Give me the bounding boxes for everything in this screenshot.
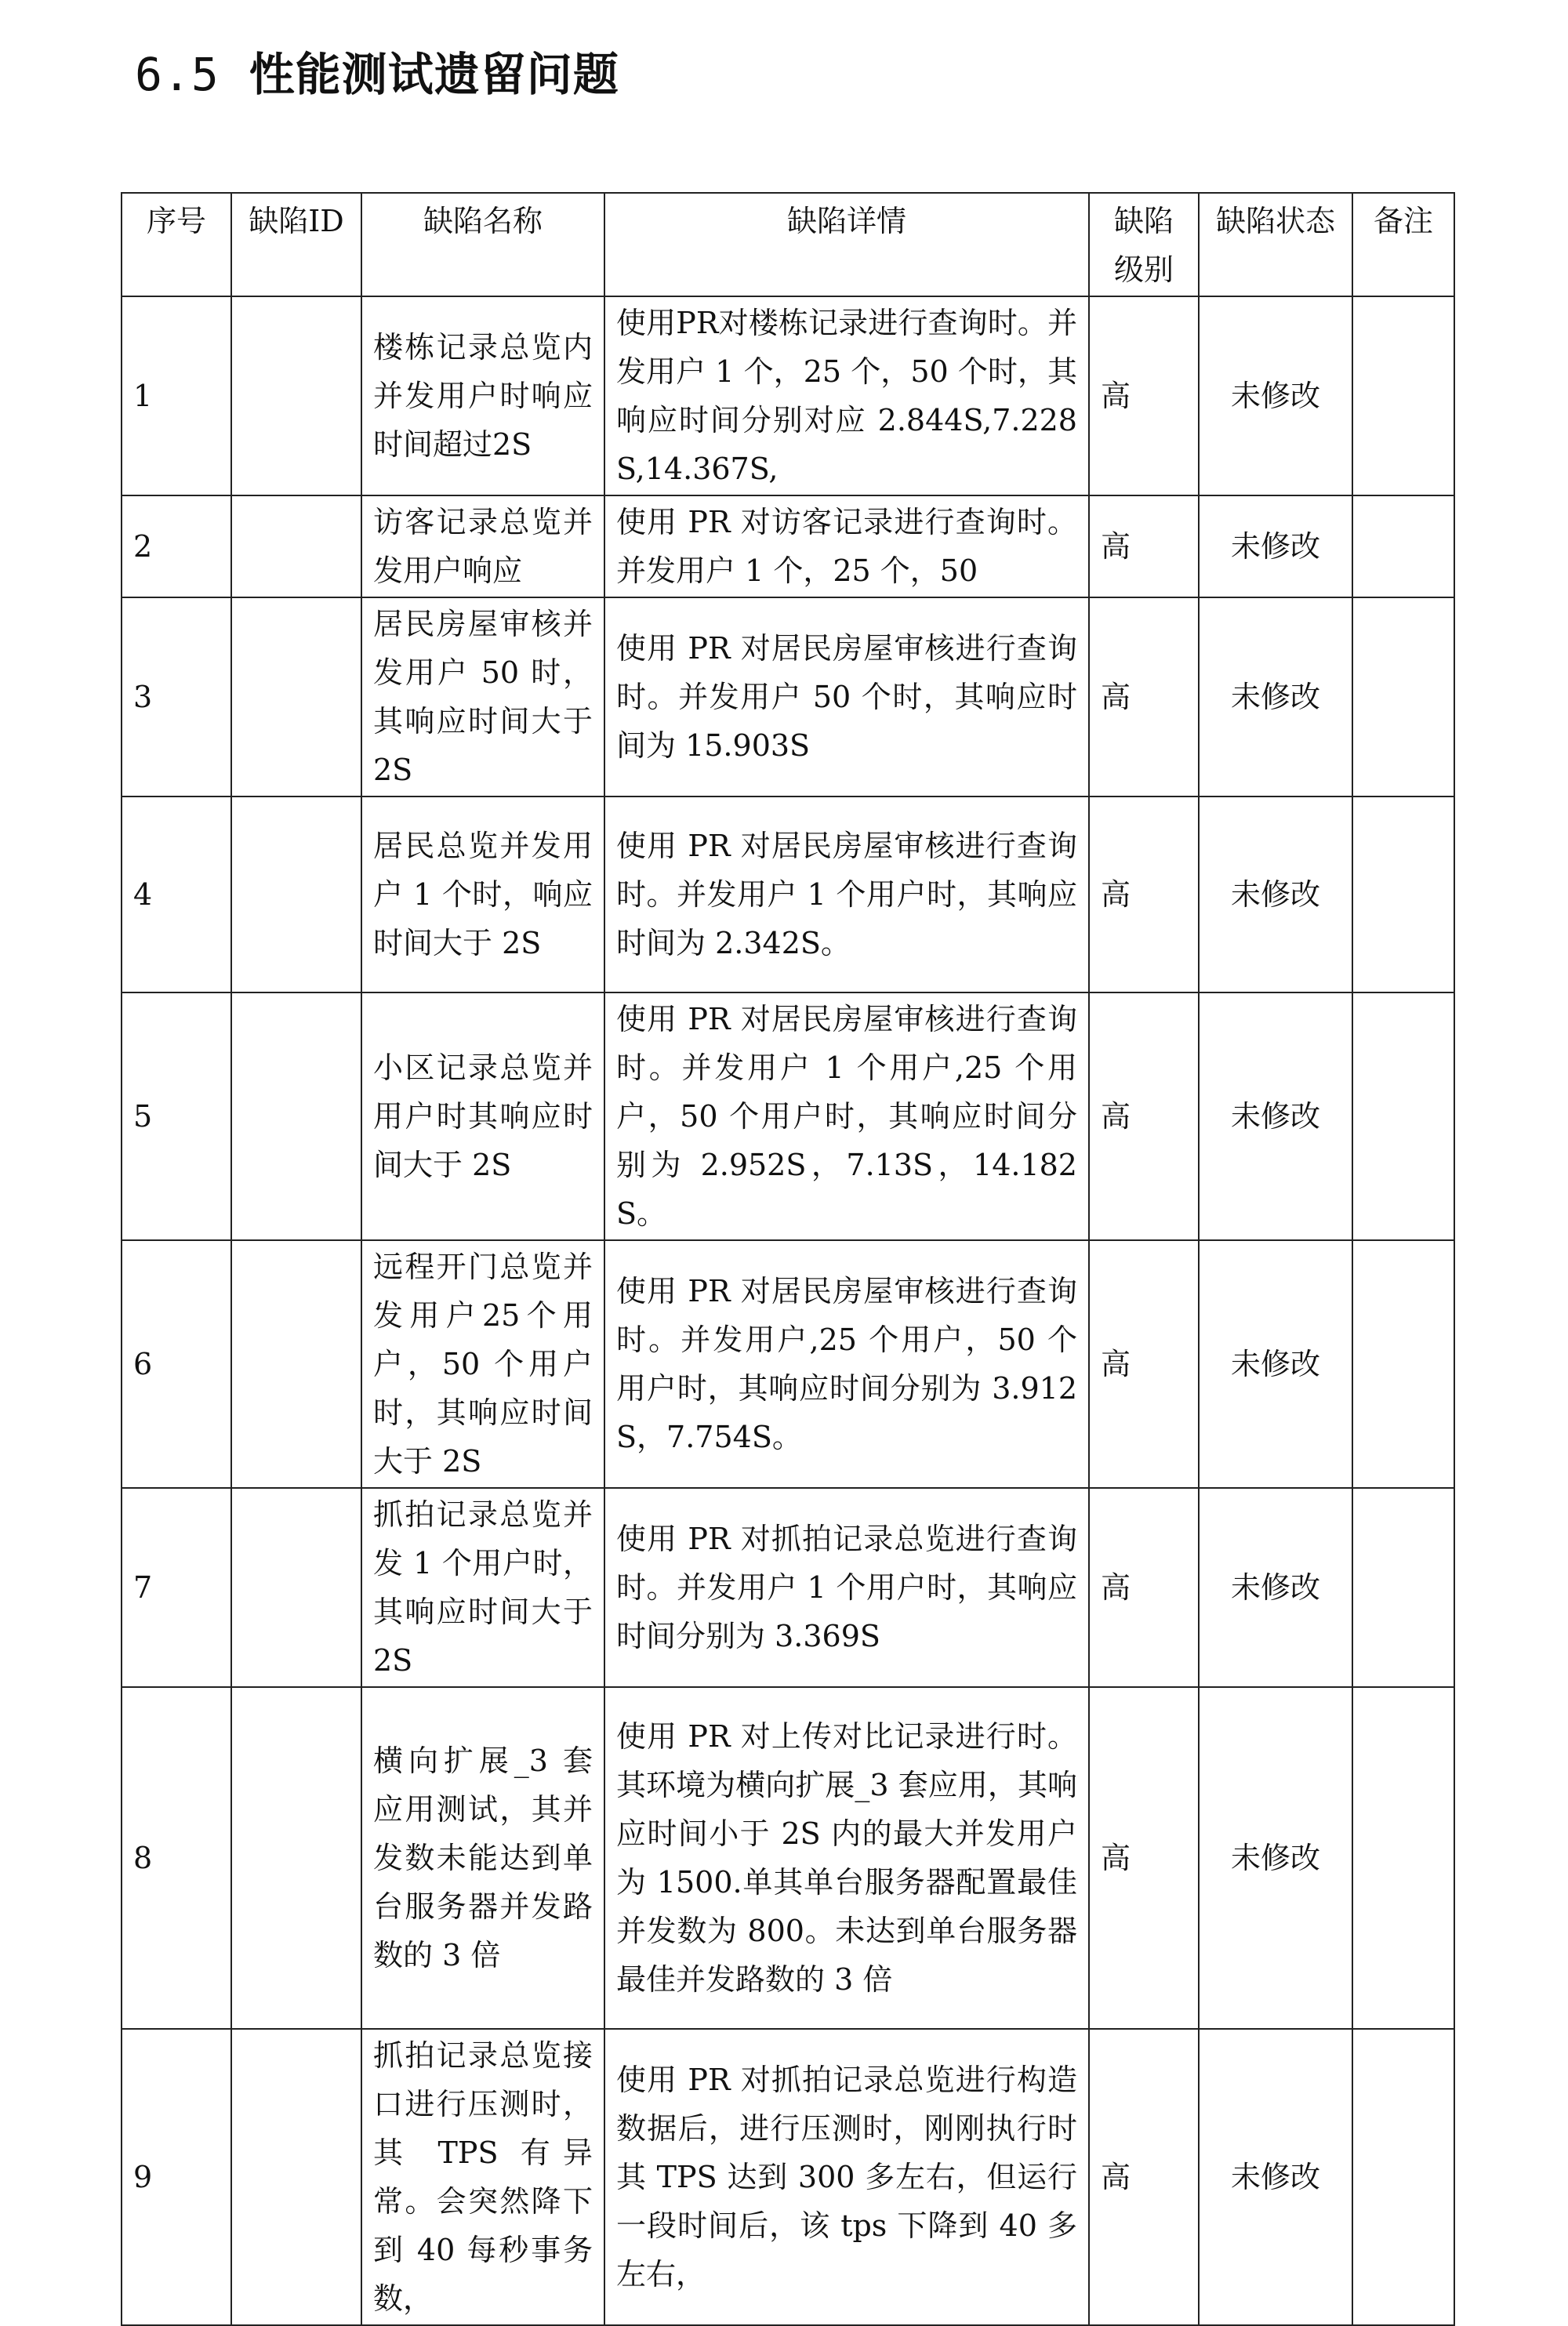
row-detail: 使用 PR 对居民房屋审核进行查询时。并发用户 1 个用户时，其响应时间为 2.342S。 bbox=[604, 797, 1089, 992]
row-seq: 6 bbox=[122, 1240, 231, 1488]
row-status: 未修改 bbox=[1199, 1240, 1352, 1488]
row-name: 楼栋记录总览内并发用户时响应时间超过2S bbox=[361, 296, 604, 495]
row-level: 高 bbox=[1089, 597, 1199, 797]
row-id bbox=[231, 2029, 361, 2325]
header-status: 缺陷状态 bbox=[1199, 193, 1352, 296]
row-seq: 3 bbox=[122, 597, 231, 797]
row-detail: 使用 PR 对居民房屋审核进行查询时。并发用户 1 个用户,25 个用户，50 个用户时，其响应时间分别为 2.952S，7.13S，14.182S。 bbox=[604, 992, 1089, 1240]
row-id bbox=[231, 992, 361, 1240]
row-remark bbox=[1352, 495, 1454, 597]
header-detail: 缺陷详情 bbox=[604, 193, 1089, 296]
row-status: 未修改 bbox=[1199, 797, 1352, 992]
row-id bbox=[231, 1240, 361, 1488]
table-row bbox=[122, 1687, 1454, 2029]
table-row bbox=[122, 296, 1454, 495]
header-id: 缺陷ID bbox=[231, 193, 361, 296]
row-remark bbox=[1352, 797, 1454, 992]
row-remark bbox=[1352, 1488, 1454, 1687]
row-detail: 使用 PR 对上传对比记录进行时。其环境为横向扩展_3 套应用，其响应时间小于 2S 内的最大并发用户为 1500.单其单台服务器配置最佳并发数为 800。未达到单台服务器最佳并发路数的 3 倍 bbox=[604, 1687, 1089, 2029]
row-id bbox=[231, 1488, 361, 1687]
row-level: 高 bbox=[1089, 992, 1199, 1240]
table-row bbox=[122, 1488, 1454, 1687]
row-id bbox=[231, 597, 361, 797]
row-detail: 使用 PR 对访客记录进行查询时。并发用户 1 个，25 个，50 bbox=[604, 495, 1089, 597]
table-row bbox=[122, 992, 1454, 1240]
defect-table bbox=[121, 192, 1455, 2326]
row-id bbox=[231, 495, 361, 597]
row-level: 高 bbox=[1089, 797, 1199, 992]
header-name: 缺陷名称 bbox=[361, 193, 604, 296]
header-level: 缺陷级别 bbox=[1089, 193, 1199, 296]
table-row bbox=[122, 495, 1454, 597]
table-row bbox=[122, 797, 1454, 992]
table-header-row bbox=[122, 193, 1454, 296]
section-number: 6.5 bbox=[135, 48, 220, 101]
row-status: 未修改 bbox=[1199, 1687, 1352, 2029]
row-id bbox=[231, 797, 361, 992]
row-name: 小区记录总览并用户时其响应时间大于 2S bbox=[361, 992, 604, 1240]
table-row bbox=[122, 2029, 1454, 2325]
section-heading bbox=[135, 38, 619, 103]
row-name: 远程开门总览并发用户25个用户，50 个用户时，其响应时间大于 2S bbox=[361, 1240, 604, 1488]
row-level: 高 bbox=[1089, 296, 1199, 495]
row-status: 未修改 bbox=[1199, 597, 1352, 797]
row-level: 高 bbox=[1089, 1687, 1199, 2029]
row-seq: 5 bbox=[122, 992, 231, 1240]
row-remark bbox=[1352, 2029, 1454, 2325]
row-detail: 使用 PR 对居民房屋审核进行查询时。并发用户 50 个时，其响应时间为 15.903S bbox=[604, 597, 1089, 797]
table-row bbox=[122, 1240, 1454, 1488]
row-name: 居民总览并发用户 1 个时，响应时间大于 2S bbox=[361, 797, 604, 992]
row-name: 居民房屋审核并发用户 50 时，其响应时间大于 2S bbox=[361, 597, 604, 797]
row-status: 未修改 bbox=[1199, 1488, 1352, 1687]
section-title: 性能测试遗留问题 bbox=[249, 48, 619, 101]
row-detail: 使用PR对楼栋记录进行查询时。并发用户 1 个，25 个，50 个时，其响应时间分别对应 2.844S,7.228S,14.367S, bbox=[604, 296, 1089, 495]
row-id bbox=[231, 1687, 361, 2029]
row-name: 抓拍记录总览接口进行压测时，其 TPS 有异常。会突然降下到 40 每秒事务数， bbox=[361, 2029, 604, 2325]
row-seq: 8 bbox=[122, 1687, 231, 2029]
row-remark bbox=[1352, 992, 1454, 1240]
row-seq: 9 bbox=[122, 2029, 231, 2325]
row-remark bbox=[1352, 1240, 1454, 1488]
row-seq: 2 bbox=[122, 495, 231, 597]
header-seq: 序号 bbox=[122, 193, 231, 296]
row-status: 未修改 bbox=[1199, 495, 1352, 597]
row-seq: 7 bbox=[122, 1488, 231, 1687]
header-remark: 备注 bbox=[1352, 193, 1454, 296]
table-row bbox=[122, 597, 1454, 797]
row-status: 未修改 bbox=[1199, 2029, 1352, 2325]
row-remark bbox=[1352, 597, 1454, 797]
row-detail: 使用 PR 对居民房屋审核进行查询时。并发用户,25 个用户，50 个用户时，其响应时间分别为 3.912S，7.754S。 bbox=[604, 1240, 1089, 1488]
row-id bbox=[231, 296, 361, 495]
row-name: 横向扩展_3 套应用测试，其并发数未能达到单台服务器并发路数的 3 倍 bbox=[361, 1687, 604, 2029]
row-name: 抓拍记录总览并发 1 个用户时，其响应时间大于 2S bbox=[361, 1488, 604, 1687]
row-remark bbox=[1352, 1687, 1454, 2029]
row-level: 高 bbox=[1089, 1488, 1199, 1687]
row-level: 高 bbox=[1089, 2029, 1199, 2325]
row-seq: 1 bbox=[122, 296, 231, 495]
row-name: 访客记录总览并发用户响应 bbox=[361, 495, 604, 597]
row-status: 未修改 bbox=[1199, 296, 1352, 495]
row-remark bbox=[1352, 296, 1454, 495]
row-level: 高 bbox=[1089, 495, 1199, 597]
row-status: 未修改 bbox=[1199, 992, 1352, 1240]
row-detail: 使用 PR 对抓拍记录总览进行构造数据后，进行压测时，刚刚执行时其 TPS 达到 300 多左右，但运行一段时间后，该 tps 下降到 40 多左右， bbox=[604, 2029, 1089, 2325]
row-seq: 4 bbox=[122, 797, 231, 992]
row-level: 高 bbox=[1089, 1240, 1199, 1488]
row-detail: 使用 PR 对抓拍记录总览进行查询时。并发用户 1 个用户时，其响应时间分别为 3.369S bbox=[604, 1488, 1089, 1687]
